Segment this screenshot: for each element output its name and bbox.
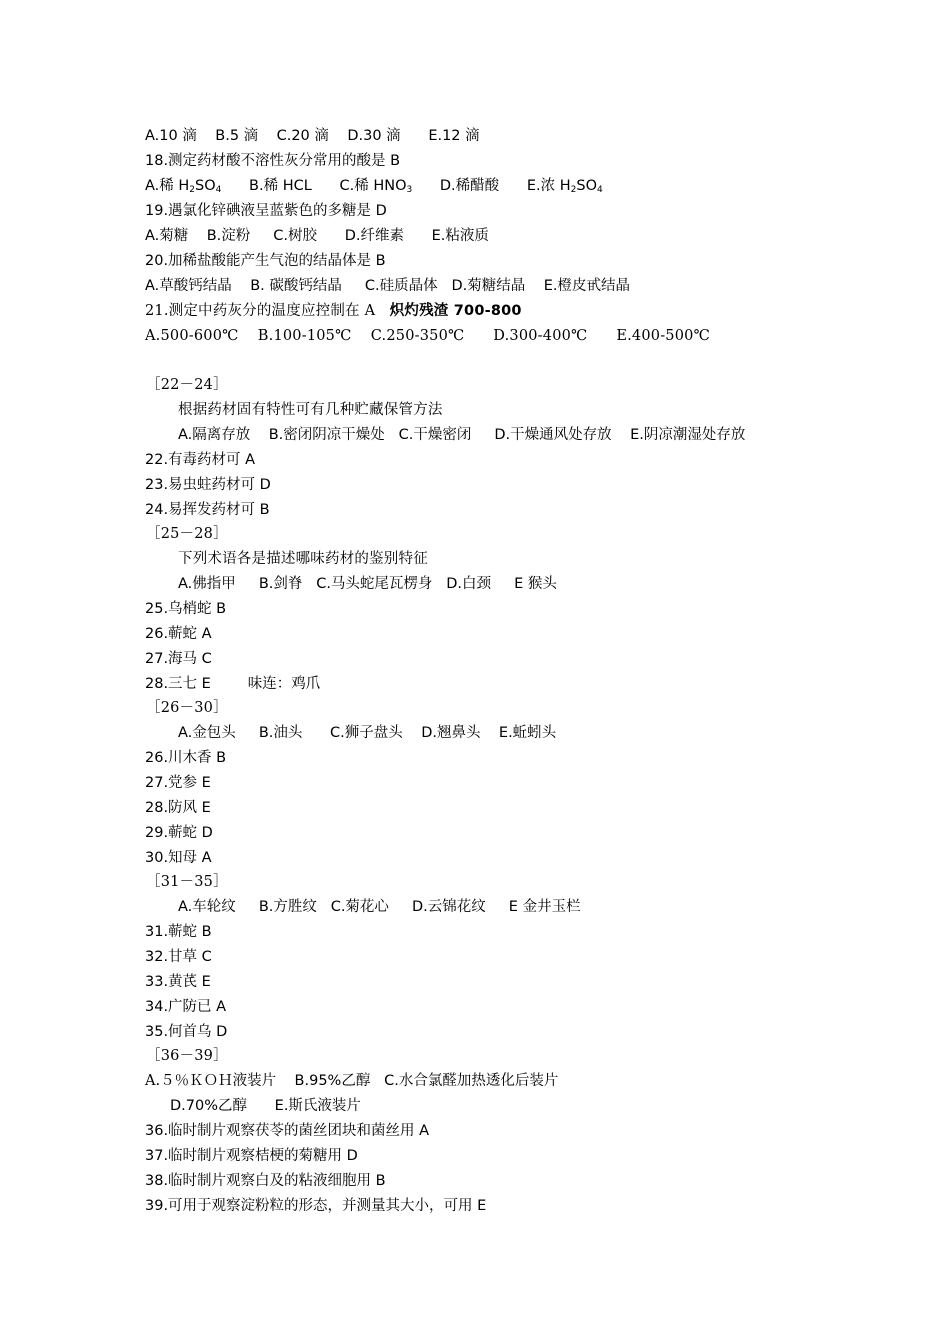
q38: 38.临时制片观察白及的粘液细胞用 B [145,1173,386,1189]
group-22-24-stem: 根据药材固有特性可有几种贮藏保管方法 [178,402,443,418]
q19-question: 19.遇氯化锌碘液呈蓝紫色的多糖是 D [145,203,387,219]
group-25-28-header: ［25－28］ [146,526,228,542]
q28b: 28.防风 E [145,800,211,816]
q29: 29.蕲蛇 D [145,825,213,841]
q23: 23.易虫蛀药材可 D [145,477,271,493]
q18-question: 18.测定药材酸不溶性灰分常用的酸是 B [145,153,401,169]
q25: 25.乌梢蛇 B [145,601,227,617]
q31: 31.蕲蛇 B [145,924,212,940]
q32: 32.甘草 C [145,949,212,965]
q17-options: A.10 滴 B.5 滴 C.20 滴 D.30 滴 E.12 滴 [145,128,480,144]
group-36-39-options-2: D.70%乙醇 E.斯氏液装片 [170,1098,361,1114]
q26: 26.蕲蛇 A [145,626,212,642]
group-26-30-options: A.金包头 B.油头 C.狮子盘头 D.翘鼻头 E.蚯蚓头 [178,725,557,741]
q39: 39.可用于观察淀粉粒的形态，并测量其大小，可用 E [145,1198,487,1214]
q21-question: 21.测定中药灰分的温度应控制在 A 炽灼残渣 700-800 [145,303,522,319]
q21-note: 炽灼残渣 700-800 [389,303,522,319]
group-36-39-options-1: A.５％ＫＯＨ液装片 B.95%乙醇 C.水合氯醛加热透化后装片 [145,1073,559,1089]
q20-question: 20.加稀盐酸能产生气泡的结晶体是 B [145,253,386,269]
q33: 33.黄芪 E [145,974,211,990]
q28: 28.三七 E 味连：鸡爪 [145,676,321,692]
q18-options: A.稀 $H_2SO_4$ B.稀 HCL C.稀 $HNO_3$ D.稀醋酸 E.浓 $H_2SO_4$ [145,178,603,195]
q21-options: A.500-600℃ B.100-105℃ C.250-350℃ D.300-400℃ E.400-500℃ [145,328,710,344]
q27: 27.海马 C [145,651,212,667]
q35: 35.何首乌 D [145,1024,228,1040]
q22: 22.有毒药材可 A [145,452,256,468]
q34: 34.广防已 A [145,999,227,1015]
q24: 24.易挥发药材可 B [145,502,270,518]
group-25-28-stem: 下列术语各是描述哪味药材的鉴别特征 [178,551,428,567]
q26b: 26.川木香 B [145,750,227,766]
q20-options: A.草酸钙结晶 B. 碳酸钙结晶 C.硅质晶体 D.菊糖结晶 E.橙皮甙结晶 [145,278,630,294]
q36: 36.临时制片观察茯苓的菌丝团块和菌丝用 A [145,1123,430,1139]
group-25-28-options: A.佛指甲 B.剑脊 C.马头蛇尾瓦楞身 D.白颈 E 猴头 [178,576,557,592]
group-22-24-header: ［22－24］ [146,377,228,393]
group-31-35-options: A.车轮纹 B.方胜纹 C.菊花心 D.云锦花纹 E 金井玉栏 [178,899,581,915]
q30: 30.知母 A [145,850,212,866]
q37: 37.临时制片观察桔梗的菊糖用 D [145,1148,358,1164]
group-36-39-header: ［36－39］ [146,1048,228,1064]
group-31-35-header: ［31－35］ [146,874,228,890]
group-26-30-header: ［26－30］ [146,700,228,716]
q27b: 27.党参 E [145,775,211,791]
q19-options: A.菊糖 B.淀粉 C.树胶 D.纤维素 E.粘液质 [145,228,489,244]
group-22-24-options: A.隔离存放 B.密闭阴凉干燥处 C.干燥密闭 D.干燥通风处存放 E.阴凉潮湿处存放 [178,427,746,443]
